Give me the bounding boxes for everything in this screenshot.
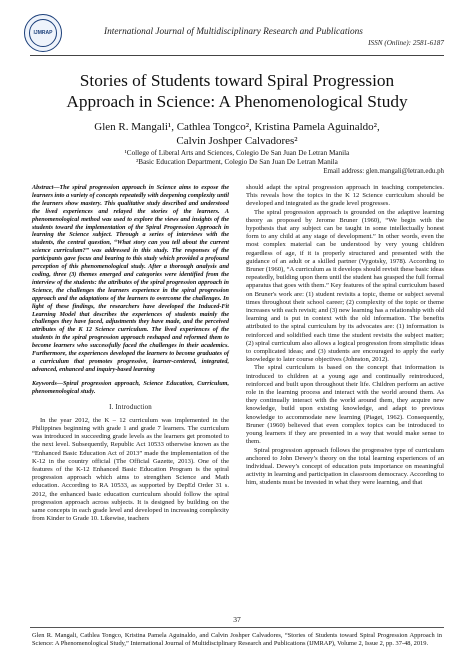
affiliation-2: ²Basic Education Department, Colegio De San Juan De Letran Manila — [136, 158, 338, 167]
keywords-label: Keywords— — [32, 379, 63, 387]
logo-text: IJMRAP — [29, 19, 57, 47]
footer-citation: Glen R. Mangali, Cathlea Tongco, Kristina Pamela Aguinaldo, and Calvin Joshper Calvadores, “Stories of Students toward Spiral Progression Approach in Science: A Phenomenological Study,” International Journal of Multidisciplinary Research and Publications (IJMRAP), Volume 2, Issue 2, pp. 37-48, 2019. — [32, 632, 442, 647]
affiliations — [20, 149, 454, 167]
title-line-2: Approach in Science: A Phenomenological Study — [66, 92, 408, 111]
right-paragraph-3: The spiral curriculum is based on the concept that information is introduced to children at a young age and continually reintroduced, reinforced and built upon throughout their life. Children perform an active role in the learning process and interact with the world around them. As they continually interact with the world around them, they acquire new knowledge, build upon existing knowledge, and adapt to previous knowledge to accommodate new learning (Piaget, 1962). Consequently, Bruner (1960) believed that even complex topics can be introduced to young learners if they are presented in a way that would make sense to them. — [246, 364, 444, 446]
journal-logo — [24, 14, 62, 52]
right-paragraph-2: The spiral progression approach is grounded on the adaptive learning theory as proposed by Jerome Bruner (1960), “We begin with the hypothesis that any subject can be taught in some intellectually honest form to any child at any stage of development.” In other words, even the most complex material can be understood by very young children regardless of age, if it is properly structured and presented with the guidance of an adult or a skilled partner (Vygotsky, 1978). According to Bruner (1960), “A curriculum as it develops should revisit these basic ideas repeatedly, building upon them until the student has grasped the full formal apparatus that goes with them.” Key features of the spiral curriculum based on Bruner's work are: (1) student revisits a topic, theme or subject several times throughout their school career; (2) complexity of the topic or theme increases with each revisit; and (3) new learning has a relationship with old learning and is put in context with the old information. The benefits attributed to the spiral curriculum by its advocates are: (1) information is reinforced and solidified each time the student revisits the subject matter; (2) spiral curriculum also allows a logical progression from simplistic ideas to complicated ideas; and (3) students are encouraged to apply the early knowledge to later course objectives (Johnston, 2012). — [246, 208, 444, 364]
keywords-text: Spiral progression approach, Science Education, Curriculum, phenomenological study. — [32, 379, 229, 395]
affiliation-1: ¹College of Liberal Arts and Sciences, Colegio De San Juan De Letran Manila — [124, 149, 350, 157]
page-number: 37 — [233, 615, 241, 624]
issn: ISSN (Online): 2581-6187 — [368, 39, 444, 47]
right-paragraph-4: Spiral progression approach follows the progressive type of curriculum anchored to John Dewey’s theory on the total learning experiences of an individual. Dewey’s concept of education puts importance on meaningful activity in learning and participation in classroom democracy. According to him, students must be invested in what they were learning, and that — [246, 446, 444, 487]
header-divider — [30, 55, 444, 56]
authors-line-2: Calvin Joshper Calvadores² — [176, 134, 298, 147]
paper-title — [20, 70, 454, 112]
journal-name: International Journal of Multidisciplinary Research and Publications — [104, 27, 363, 37]
journal-header — [0, 0, 474, 62]
authors-line-1: Glen R. Mangali¹, Cathlea Tongco², Kristina Pamela Aguinaldo², — [94, 121, 380, 133]
keywords — [32, 380, 229, 396]
abstract-text: The spiral progression approach in Science aims to expose the learners into a variety of concepts repeatedly with deepening complexity until the learners show mastery. This qualitative study described and understood the lived experiences and relayed the stories of the learners. A phenomenological method was used to explore the views and insights of the students toward the implementation of the Spiral Progression Approach in learning the Science subject. Through a series of interviews with the students, the central question, “What story can you tell about the current science curriculum?” was addressed in this study. The responses of the participants gave focus and bearing to this study which provided a profound perception of this phenomenological study. After a thorough analysis and coding, three (3) themes emerged and categories were identified from the interview of the students: the attributes of the spiral progression approach in Science, the challenges the learners experience in the spiral progression approach and the adaptations of the learners to overcome the challenges. In light of these findings, the researchers have developed the Induced-Fit Learning Model that describes the experiences of students mainly the challenges they have faced, adjustments they have made, and the perceived attributes of the K 12 Science curriculum. The lived experiences of the students in the spiral progression approach reshaped and reformed them to become learners who successfully faced the challenges in their academics. Furthermore, the experiences developed the learners to become graduates of a curriculum that promotes progressive, learner-centered, integrated, advanced, enhanced and inquiry-based learning — [32, 184, 229, 373]
abstract — [32, 184, 229, 374]
right-paragraph-1: should adapt the spiral progression approach in teaching competencies. This reveals how the topics in the K 12 Science curriculum should be developed and integrated as the grade level progresses. — [246, 184, 444, 208]
contact-email: Email address: glen.mangali@letran.edu.ph — [323, 168, 444, 175]
right-column — [246, 184, 444, 488]
author-list — [20, 121, 454, 148]
title-line-1: Stories of Students toward Spiral Progression — [79, 71, 395, 90]
intro-paragraph-1: In the year 2012, the K – 12 curriculum was implemented in the Philippines beginning with grade 1 and grade 7 learners. The curriculum was introduced in succeeding grade levels as the learners get promoted to the next level. Subsequently, Republic Act 10533 otherwise known as the “Enhanced Basic Education Act of 2013” made the implementation of the K-12 in the country official (The Official Gazette, 2013). One of the features of the K-12 Enhanced Basic Education Program is the spiral progression approach which aims to strengthen Science and Math education. According to RA 10533, as supported by DepEd Order 31 s. 2012, the enhanced basic education curriculum should follow the spiral progression approach across subjects. It is designed by building on the same concepts in each grade level and developed in increasing complexity from Kinder to Grade 10. Likewise, teachers — [32, 416, 229, 523]
section-heading-introduction: I. Introduction — [109, 403, 152, 411]
left-column — [32, 184, 229, 523]
footer-divider — [30, 627, 444, 628]
abstract-label: Abstract— — [32, 184, 60, 191]
